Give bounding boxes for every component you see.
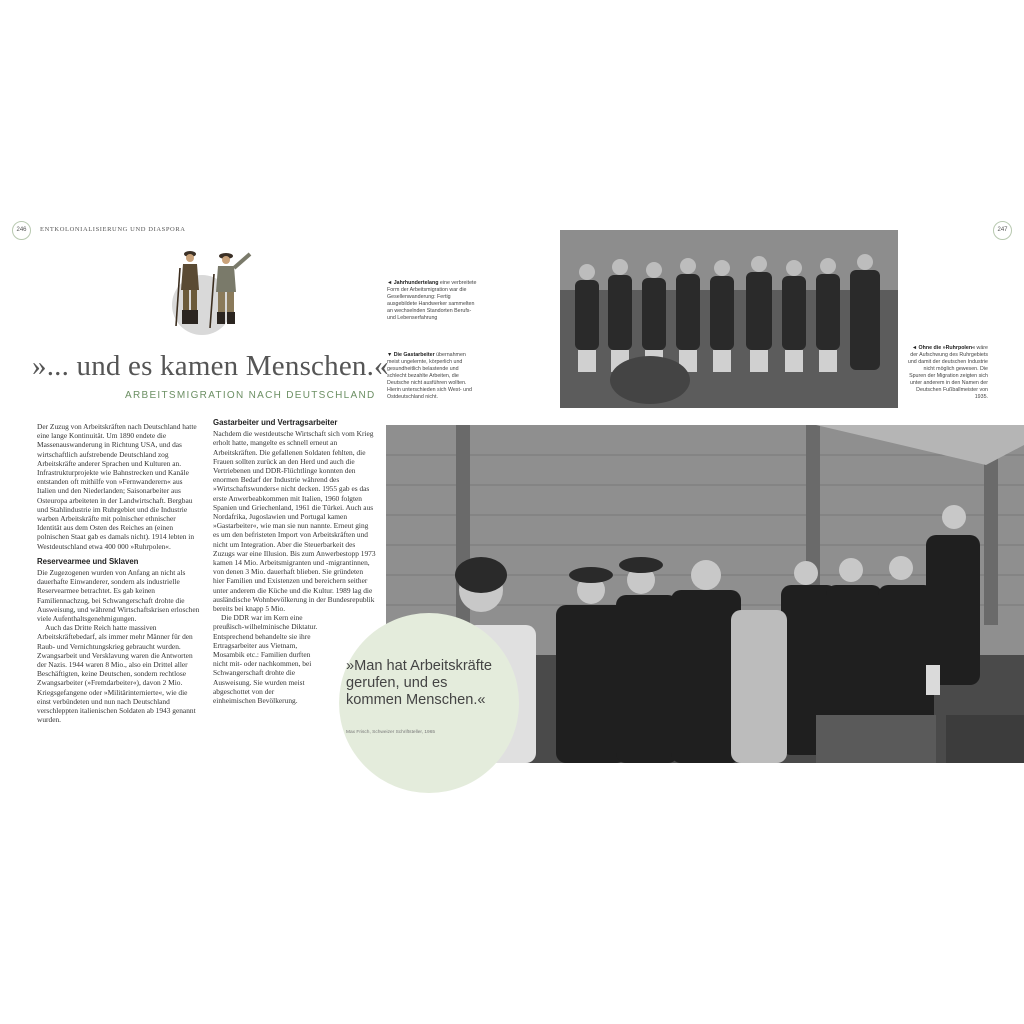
paragraph: Nachdem die westdeutsche Wirtschaft sich vom Krieg erholt hatte, mangelte es schnell erneut an Arbeitskräften. Die gefallenen Soldaten fehlten, die Frauen sollten zurück an den Herd und auch die Vertriebenen und DDR-Flüchtlinge konnten den enormen Bedarf der Industrie während des »Wirtschaftswunders« nicht decken. 1955 gab es das erste Anwerbeabkommen mit Italien, 1960 folgten Spanien und Griechenland, 1961 die Türkei. Auch aus Nordafrika, Jugoslawien und Portugal kamen »Gastarbeiter«, wie man sie nun nannte. Erneut ging es um den befristeten Import von Arbeitskräften und nicht um Integration. Aber die Steuerbarkeit des Zuzugs war eine Illusion. Bis zum Anwerbestopp 1973 kamen 14 Mio. Arbeitsmigranten und -migrantinnen, von denen 3 Mio. dauerhaft blieben. Sie gründeten hier Familien und Existenzen und bereichern seither unter anderem die Küche und die Kultur. 1989 lag die ausländische Wohnbevölkerung in der Bundesrepublik bereits bei knapp 5 Mio.	[213, 429, 376, 614]
caption-text: übernahmen meist ungelernte, körperlich und gesundheitlich belastende und schlecht bezahlte Arbeiten, die Deutsche nicht ausführen wollten. Hierin unterschieden sich West- und Ostdeutschland nicht.	[387, 352, 472, 400]
paragraph: Die Zugezogenen wurden von Anfang an nicht als dauerhafte Einwanderer, sondern als industrielle Reservearmee betrachtet. Es gab keinen Familiennachzug, bei Schwangerschaft drohte die Ausweisung, und während Wirtschaftskrisen erloschen viele Aufenthaltsgenehmigungen.	[37, 568, 200, 624]
quote-text: »Man hat Arbeitskräfte gerufen, und es kommen Menschen.«	[346, 658, 493, 709]
caption-lead: ▼ Die Gastarbeiter	[387, 352, 435, 358]
page-subtitle: ARBEITSMIGRATION NACH DEUTSCHLAND	[125, 390, 376, 401]
caption-text: eine verbreitete Form der Arbeitsmigration war die Gesellenwanderung: Fertig ausgebildete Handwerker sammelten an wechselnden Standorten Berufs- und Lebenserfahrung	[387, 280, 477, 321]
caption-journeymen	[387, 280, 477, 322]
caption-text: wäre der Aufschwung des Ruhrgebiets und damit der deutschen Industrie nicht möglich gewesen. Die Spuren der Migration zeigten sich unter anderem in den Namen der Deutschen Fußballmeister von 1935.	[907, 345, 988, 400]
paragraph: Die DDR war im Kern eine preußisch-wilhelminische Diktatur. Entsprechend behandelte sie ihre Ertragsarbeiter aus Vietnam, Mosambik etc.: Familien durften nicht mit- oder nachkommen, bei Schwangerschaft drohte die Ausweisung. Sie wurden meist abgeschottet von der einheimischen Bevölkerung.	[213, 613, 318, 706]
photo-football-team	[560, 230, 898, 408]
page-number-right: 247	[993, 221, 1012, 240]
section-heading: Reservearmee und Sklaven	[37, 556, 139, 566]
caption-ruhrpolen	[906, 345, 988, 401]
text-column-1	[37, 422, 200, 725]
running-title: ENTKOLONIALISIERUNG UND DIASPORA	[40, 226, 186, 233]
caption-lead: ◄ Jahrhundertelang	[387, 280, 439, 286]
page-number-left: 246	[12, 221, 31, 240]
section-heading: Gastarbeiter und Vertragsarbeiter	[213, 418, 338, 427]
paragraph: Auch das Dritte Reich hatte massiven Arbeitskräftebedarf, als immer mehr Männer für den Raub- und Vernichtungskrieg gebraucht wurden. Zwangsarbeit und Versklavung waren die Antworten der Nazis. 1944 waren 8 Mio., also ein Drittel aller Beschäftigten, keine Deutschen, sondern rechtlose Zwangsarbeiter (»Fremdarbeiter«), davon 2 Mio. Kriegsgefangene oder »Militärinternierte«, wie die einst verbündeten und nun nach Deutschland verschleppten italienischen Soldaten ab 1943 genannt wurden.	[37, 623, 196, 725]
paragraph: Der Zuzug von Arbeitskräften nach Deutschland hatte eine lange Kontinuität. Um 1890 endete die Massenauswanderung in Richtung USA, und das wirtschaftlich aufstrebende Deutschland zog Arbeitskräfte anderer Sprachen und Kulturen an. Infrastrukturprojekte wie Bahnstrecken und Kanäle entstanden oft mithilfe von »Fernwanderern« aus Italien und den Niederlanden; Saisonarbeiter aus Osteuropa arbeiteten in der Landwirtschaft. Bergbau und Stahlindustrie im Ruhrgebiet und die Industrie warben Arbeitskräfte mit polnischer ethnischer Identität aus dem Osten des Reiches an (einen polnischen Staat gab es damals nicht). 1914 lebten in Westdeutschland etwa 400 000 »Ruhrpolen«.	[37, 422, 197, 551]
quote-source: Max Frisch, Schweizer Schriftsteller, 1965	[346, 730, 436, 735]
caption-gastarbeiter	[387, 352, 477, 401]
football-team-image	[560, 230, 898, 408]
page-title: »... und es kamen Menschen.«	[32, 350, 389, 382]
journeymen-illustration	[170, 244, 254, 332]
caption-lead: ◄ Ohne die »Ruhrpolen«	[911, 345, 976, 351]
